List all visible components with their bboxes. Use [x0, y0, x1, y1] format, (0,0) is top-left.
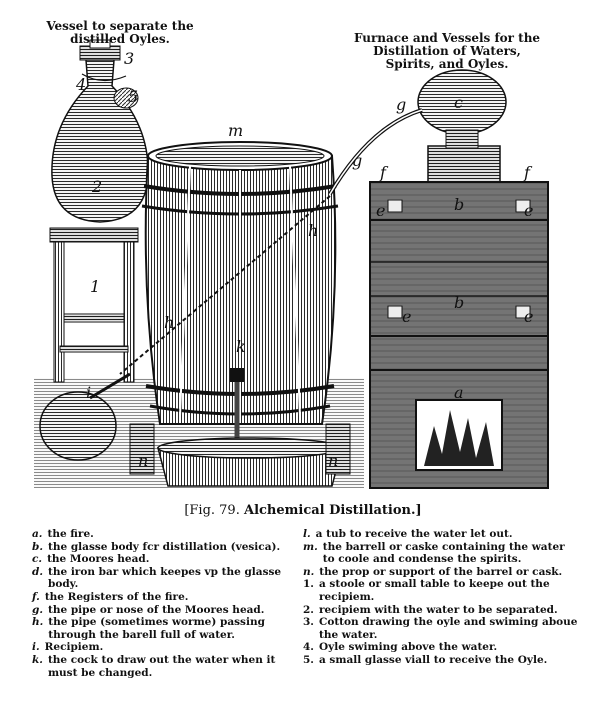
- legend-key: c.: [32, 553, 43, 566]
- letter-c: c: [454, 93, 463, 112]
- legend-description: the glasse body fcr distillation (vesica).: [48, 540, 281, 553]
- letter-h-right: h: [308, 221, 319, 240]
- label-number-3: 3: [124, 49, 135, 68]
- letter-b-upper: b: [454, 195, 465, 214]
- engraving-drawing: [30, 6, 578, 494]
- legend-key: 3.: [303, 616, 314, 629]
- letter-e-4: e: [524, 307, 534, 326]
- caption-number: [Fig. 79.: [184, 503, 240, 518]
- legend-left-item: [32, 616, 290, 641]
- legend-key: 2.: [303, 603, 314, 616]
- legend-description: recipiem with the water to be separated.: [318, 603, 558, 616]
- label-number-2: 2: [92, 177, 103, 196]
- moores-head: [330, 70, 506, 194]
- letter-a: a: [454, 383, 464, 402]
- legend-key: 5.: [303, 653, 314, 666]
- furnace-label: Furnace and Vessels for the Distillation of Waters, Spirits, and Oyles.: [353, 31, 541, 71]
- legend-description: a stoole or small table to keepe out the recipiem.: [318, 578, 550, 603]
- legend-key: k.: [32, 653, 43, 666]
- stool: [50, 228, 138, 382]
- legend-description: the cock to draw out the water when it must be changed.: [47, 653, 276, 679]
- legend-key: f.: [32, 590, 40, 603]
- legend-description: the prop or support of the barrel or cask.: [319, 565, 563, 578]
- legend-key: a.: [32, 528, 43, 540]
- legend-right-item: [303, 654, 579, 667]
- letter-e-1: e: [376, 201, 386, 220]
- legend-description: the barrell or caske containing the water to coole and condense the spirits.: [322, 540, 565, 566]
- legend-description: the pipe or nose of the Moores head.: [48, 603, 265, 616]
- legend-left-item: [32, 553, 290, 566]
- legend-key: h.: [32, 616, 44, 629]
- legend-right-item: [303, 641, 579, 654]
- letter-g-lower: g: [352, 151, 363, 170]
- label-number-5: 5: [128, 87, 139, 106]
- letter-k: k: [236, 337, 246, 356]
- legend-description: Oyle swiming above the water.: [318, 641, 498, 654]
- legend-description: the Moores head.: [47, 553, 150, 566]
- legend-key: i.: [32, 641, 40, 654]
- legend-description: the fire.: [47, 528, 94, 540]
- letter-f-left: f: [380, 163, 386, 182]
- letter-n-left: n: [138, 451, 149, 470]
- legend-left-item: [32, 541, 290, 554]
- letter-e-2: e: [524, 201, 534, 220]
- letter-e-3: e: [402, 307, 412, 326]
- legend-right-item: [303, 604, 579, 617]
- legend-key: g.: [32, 603, 43, 616]
- legend-left-item: [32, 591, 290, 604]
- legend-description: Recipiem.: [44, 641, 104, 654]
- label-number-4: 4: [76, 75, 87, 94]
- legend-key: m.: [303, 540, 318, 553]
- legend-right-column: [303, 528, 579, 667]
- letter-g-upper: g: [396, 95, 407, 114]
- legend-key: n.: [303, 565, 315, 578]
- legend-right-item: [303, 566, 579, 579]
- legend-key: 1.: [303, 578, 314, 591]
- letter-h-left: h: [164, 313, 175, 332]
- legend-right-item: [303, 616, 579, 641]
- legend-description: the pipe (sometimes worme) passing through the barell full of water.: [48, 616, 265, 641]
- legend-key: d.: [32, 565, 43, 578]
- letter-f-right: f: [524, 163, 530, 182]
- legend-key: 4.: [303, 641, 314, 654]
- legend-right-item: [303, 578, 579, 603]
- furnace: [370, 182, 548, 488]
- legend-left-item: [32, 641, 290, 654]
- letter-i: i: [86, 383, 92, 402]
- legend-description: a small glasse viall to receive the Oyle.: [318, 653, 548, 666]
- legend-left-item: [32, 604, 290, 617]
- legend-description: the iron bar which keepes vp the glasse body.: [48, 565, 282, 591]
- letter-b-lower: b: [454, 293, 465, 312]
- legend-left-item: [32, 566, 290, 591]
- label-number-1: 1: [90, 277, 101, 296]
- legend-key: l.: [303, 528, 311, 540]
- legend-right-item: [303, 541, 579, 566]
- legend-right-item: [303, 528, 579, 541]
- legend-left-column: [32, 528, 290, 679]
- vessel-label: Vessel to separate the distilled Oyles.: [46, 19, 194, 46]
- letter-m: m: [228, 121, 244, 140]
- alchemical-distillation-illustration: [30, 6, 578, 494]
- caption-title: Alchemical Distillation.]: [243, 503, 422, 518]
- legend-left-item: [32, 528, 290, 541]
- legend-description: a tub to receive the water let out.: [315, 528, 513, 540]
- legend-key: b.: [32, 540, 43, 553]
- legend-description: Cotton drawing the oyle and swiming aboue the water.: [318, 616, 578, 641]
- tub: [158, 438, 342, 486]
- legend-left-item: [32, 654, 290, 679]
- figure-caption: [0, 503, 606, 518]
- letter-n-right: n: [328, 451, 339, 470]
- legend-description: the Registers of the fire.: [44, 590, 189, 603]
